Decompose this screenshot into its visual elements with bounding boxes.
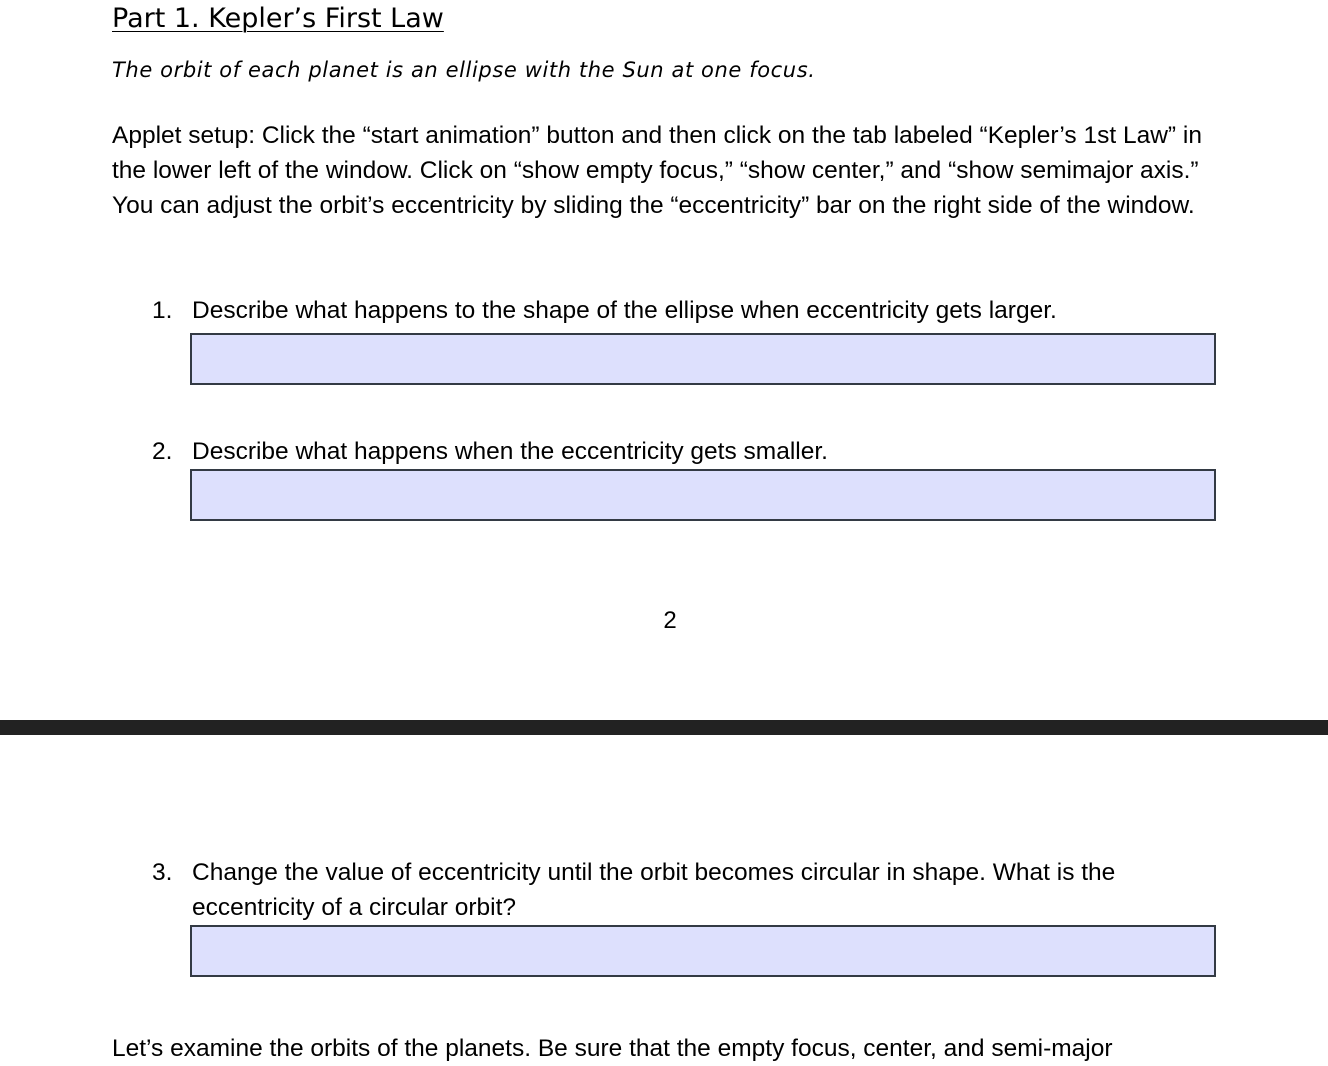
question-3-text: Change the value of eccentricity until the orbit becomes circular in shape. What is the eccentricity of a circular orbit? [192,859,1116,921]
question-2-text: Describe what happens when the eccentricity gets smaller. [192,438,828,465]
page-separator [0,720,1328,735]
question-1-answer-field[interactable] [190,333,1216,385]
page-number: 2 [663,607,677,634]
question-2 [152,434,1222,469]
question-1 [152,293,1222,328]
question-2-answer-field[interactable] [190,469,1216,521]
question-3-answer-field[interactable] [190,925,1216,977]
applet-setup-paragraph: Applet setup: Click the “start animation” button and then click on the tab labeled “Kepler’s 1st Law” in the lower left of the window. Click on “show empty focus,” “show center,” and “show semimajor axis.” You can adjust the orbit’s eccentricity by sliding the “eccentricity” bar on the right side of the window. [112,122,1202,219]
part-heading: Part 1. Kepler’s First Law [112,3,444,34]
question-1-number: 1. [152,297,173,324]
next-paragraph-partial: Let’s examine the orbits of the planets. Be sure that the empty focus, center, and semi-major [112,1035,1113,1062]
question-1-text: Describe what happens to the shape of the ellipse when eccentricity gets larger. [192,297,1057,324]
question-3-number: 3. [152,859,173,886]
question-3 [152,855,1222,925]
law-statement: The orbit of each planet is an ellipse with the Sun at one focus. [112,58,816,82]
question-2-number: 2. [152,438,173,465]
